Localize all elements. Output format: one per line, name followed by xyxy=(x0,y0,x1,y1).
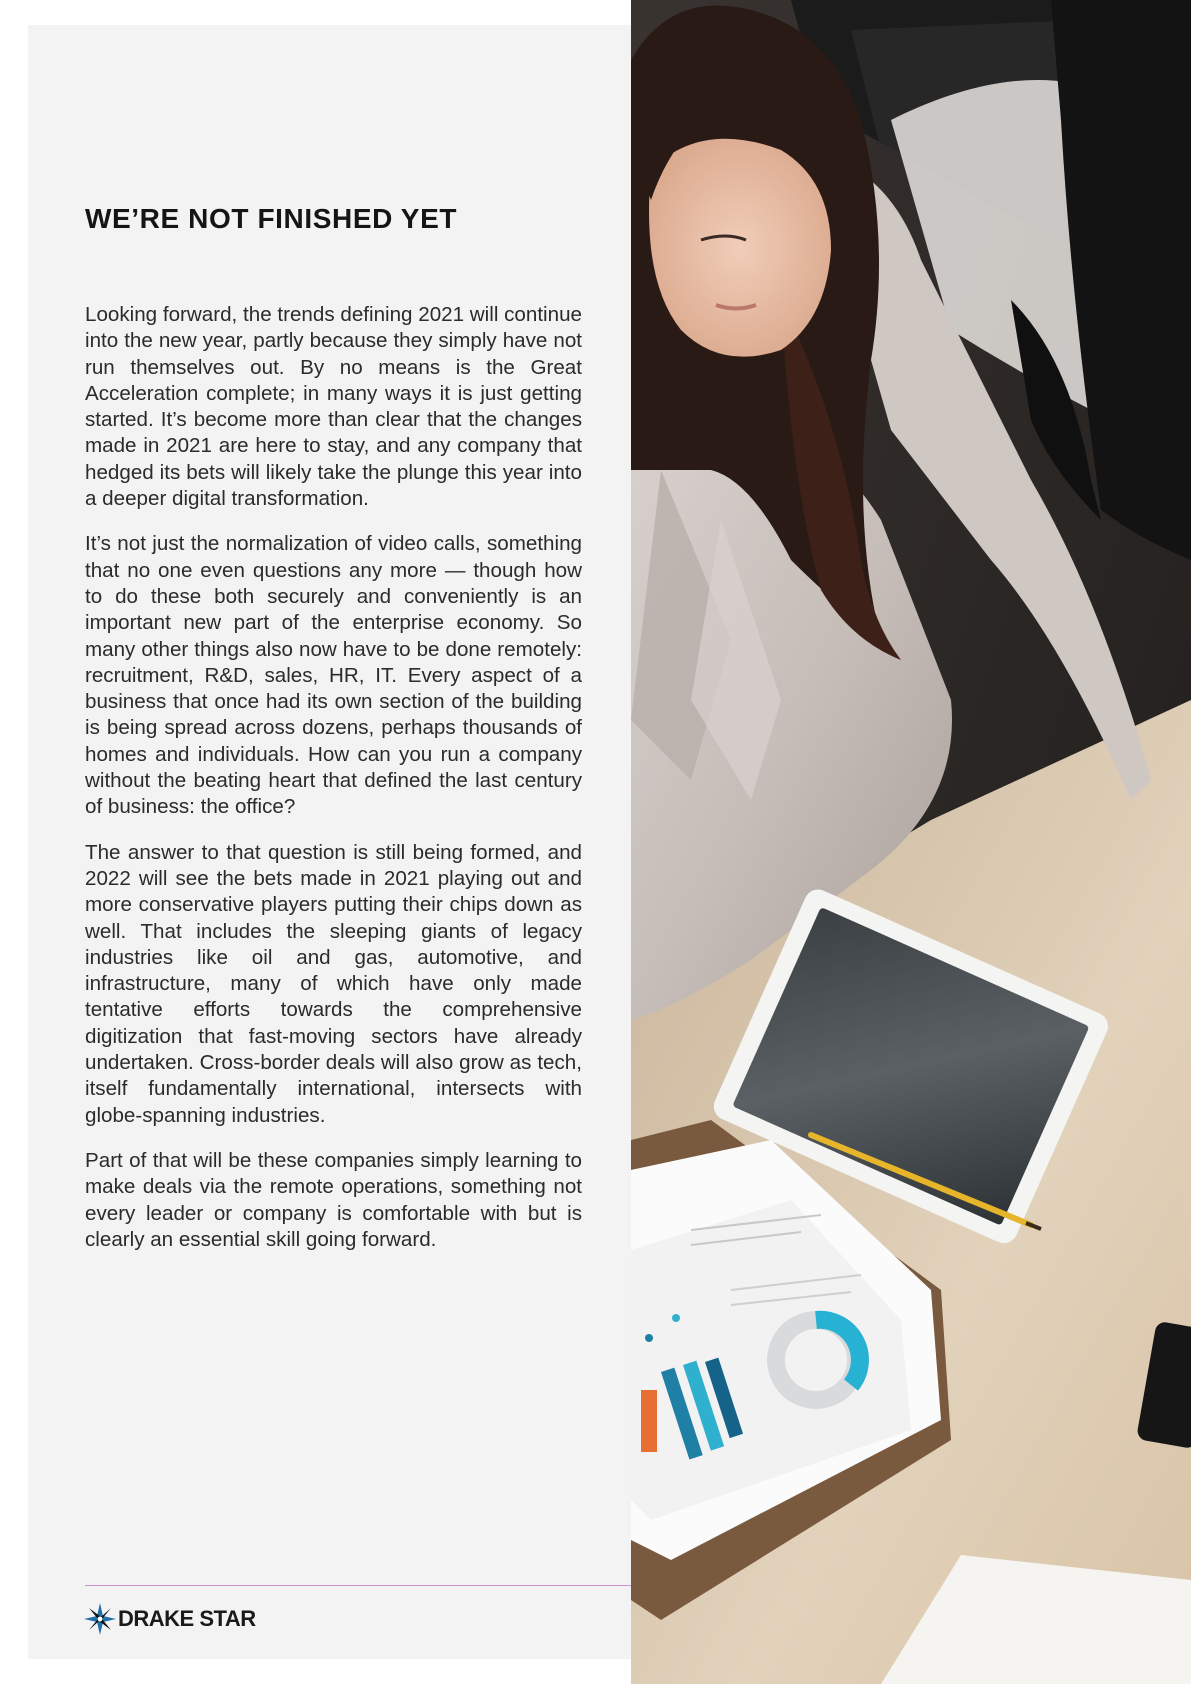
paragraph-4: Part of that will be these companies simply learning to make deals via the remote operations, something not every leader or company is comfortable with but is clearly an essential skill going forward. xyxy=(85,1148,582,1251)
drake-star-logo xyxy=(83,1602,256,1636)
paragraph-3: The answer to that question is still being formed, and 2022 will see the bets made in 2021 playing out and more conservative players putting their chips down as well. That includes the sleeping giants of legacy industries like oil and gas, automotive, and infrastructure, many of which have only made tentative efforts towards the comprehensive digitization that fast-moving sectors have already undertaken. Cross-border deals will also grow as tech, itself fundamentally international, intersects with globe-spanning industries. xyxy=(85,840,582,1127)
star-compass-icon xyxy=(83,1602,117,1636)
brand-name: DRAKE STAR xyxy=(118,1606,256,1631)
paragraph-2: It’s not just the normalization of video calls, something that no one even questions any more — though how to do these both securely and conveniently is an important new part of the enterprise economy. So many other things also now have to be done remotely: recruitment, R&D, sales, HR, IT. Every aspect of a business that once had its own section of the building is being spread across dozens, perhaps thousands of homes and individuals. How can you run a company without the beating heart that defined the last century of business: the office? xyxy=(85,532,582,819)
woman-at-desk-with-tablet-and-charts-photo xyxy=(631,0,1191,1684)
article-body xyxy=(85,302,582,1272)
paragraph-1: Looking forward, the trends defining 2021 will continue into the new year, partly because they simply have not run themselves out. By no means is the Great Acceleration complete; in many ways it is just getting started. It’s become more than clear that the changes made in 2021 are here to stay, and any company that hedged its bets will likely take the plunge this year into a deeper digital transformation. xyxy=(85,303,582,511)
footer-divider xyxy=(85,1585,631,1586)
page-title: WE’RE NOT FINISHED YET xyxy=(85,203,458,234)
